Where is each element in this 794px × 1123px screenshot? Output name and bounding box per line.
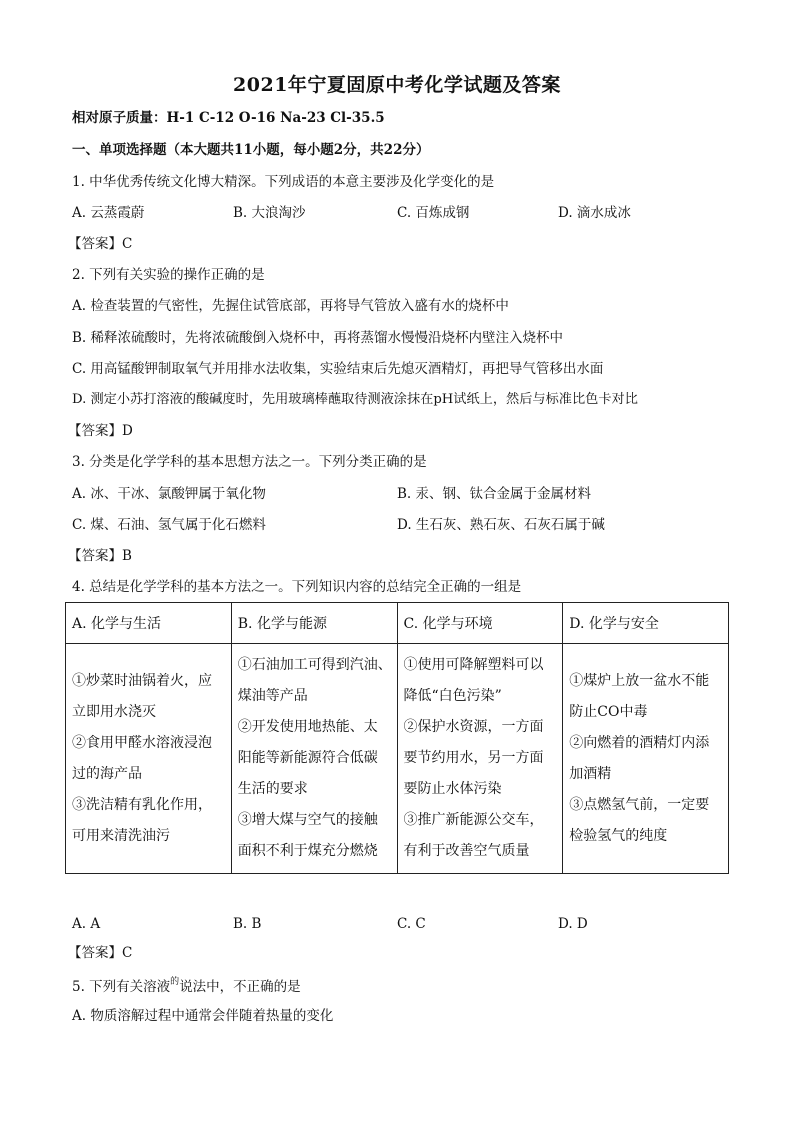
question-4-stem: 4. 总结是化学学科的基本方法之一。下列知识内容的总结完全正确的一组是 xyxy=(72,579,522,595)
q4-cell-b-line: 面积不利于煤充分燃烧 xyxy=(237,843,378,859)
q3-option-a: A. 冰、干冰、氯酸钾属于氧化物 xyxy=(72,486,266,502)
q1-option-d: D. 滴水成冰 xyxy=(558,205,631,221)
q4-option-b: B. B xyxy=(233,916,262,932)
atomic-mass-line: 相对原子质量：H-1 C-12 O-16 Na-23 Cl-35.5 xyxy=(72,110,385,126)
q4-cell-d-line: ③点燃氢气前，一定要 xyxy=(569,797,710,813)
q4-cell-a-line: 过的海产品 xyxy=(72,766,142,782)
q4-header-d: D. 化学与安全 xyxy=(563,603,729,644)
q4-cell-b-line: 生活的要求 xyxy=(237,781,308,797)
q4-header-c: C. 化学与环境 xyxy=(397,603,563,644)
q4-cell-a-line: 立即用水浇灭 xyxy=(72,704,156,720)
q4-cell-b-line: ③增大煤与空气的接触 xyxy=(237,812,378,828)
q4-cell-b-line: 阳能等新能源符合低碳 xyxy=(237,750,378,766)
q5-stem-part2: 说法中，不正确的是 xyxy=(179,979,301,995)
q1-option-a: A. 云蒸霞蔚 xyxy=(72,205,145,221)
q1-answer: 【答案】C xyxy=(68,236,133,252)
q4-cell-a-line: ③洗洁精有乳化作用， xyxy=(72,797,212,813)
q4-cell-b-line: 煤油等产品 xyxy=(237,688,308,704)
q4-cell-d-line: 加酒精 xyxy=(569,766,612,782)
q4-cell-b-line: ①石油加工可得到汽油、 xyxy=(237,657,392,673)
q3-answer: 【答案】B xyxy=(68,548,132,564)
question-1-stem: 1. 中华优秀传统文化博大精深。下列成语的本意主要涉及化学变化的是 xyxy=(72,174,495,190)
q4-cell-c-line: 要防止水体污染 xyxy=(403,781,502,797)
q4-cell-a-line: 可用来清洗油污 xyxy=(72,828,170,844)
q4-header-a: A. 化学与生活 xyxy=(66,603,232,644)
q2-option-a: A. 检查装置的气密性，先握住试管底部，再将导气管放入盛有水的烧杯中 xyxy=(72,298,509,314)
q2-answer: 【答案】D xyxy=(68,423,133,439)
q3-option-c: C. 煤、石油、氢气属于化石燃料 xyxy=(72,517,266,533)
q3-option-d: D. 生石灰、熟石灰、石灰石属于碱 xyxy=(397,517,605,533)
q5-stem-part1: 5. 下列有关溶液 xyxy=(72,979,171,995)
q1-option-c: C. 百炼成钢 xyxy=(397,205,470,221)
q2-option-d: D. 测定小苏打溶液的酸碱度时，先用玻璃棒蘸取待测液涂抹在pH试纸上，然后与标准比色卡对比 xyxy=(72,392,638,407)
q4-cell-c-line: ①使用可降解塑料可以 xyxy=(403,657,544,673)
q4-cell-d-line: ②向燃着的酒精灯内添 xyxy=(569,735,710,751)
q4-option-a: A. A xyxy=(72,916,101,932)
q1-option-b: B. 大浪淘沙 xyxy=(233,205,306,221)
q4-cell-a-line: ①炒菜时油锅着火，应 xyxy=(72,673,212,689)
question-3-stem: 3. 分类是化学学科的基本思想方法之一。下列分类正确的是 xyxy=(72,454,427,470)
q5-stem-superscript: 的 xyxy=(170,977,180,987)
page-title: 2021年宁夏固原中考化学试题及答案 xyxy=(233,74,561,96)
q4-cell-c-line: 有利于改善空气质量 xyxy=(403,843,530,859)
q4-answer: 【答案】C xyxy=(68,945,133,961)
q5-option-a: A. 物质溶解过程中通常会伴随着热量的变化 xyxy=(72,1008,334,1024)
question-2-stem: 2. 下列有关实验的操作正确的是 xyxy=(72,267,265,283)
q4-cell-c xyxy=(397,644,563,874)
q4-table-body-row xyxy=(66,644,729,874)
q2-option-c: C. 用高锰酸钾制取氧气并用排水法收集，实验结束后先熄灭酒精灯，再把导气管移出水面 xyxy=(72,361,604,377)
q4-cell-b xyxy=(231,644,397,874)
q4-cell-c-line: ③推广新能源公交车， xyxy=(403,812,544,828)
q4-cell-d-line: 检验氢气的纯度 xyxy=(569,828,668,844)
section-heading: 一、单项选择题（本大题共11小题，每小题2分，共22分） xyxy=(72,142,430,158)
q4-cell-d xyxy=(563,644,729,874)
q4-option-d: D. D xyxy=(558,916,588,932)
q4-cell-a xyxy=(66,644,232,874)
q3-option-b: B. 汞、钢、钛合金属于金属材料 xyxy=(397,486,592,502)
q2-option-b: B. 稀释浓硫酸时，先将浓硫酸倒入烧杯中，再将蒸馏水慢慢沿烧杯内壁注入烧杯中 xyxy=(72,330,564,346)
q4-table-header-row xyxy=(66,603,729,644)
q4-cell-c-line: ②保护水资源，一方面 xyxy=(403,719,544,735)
q4-cell-c-line: 降低“白色污染” xyxy=(403,688,502,704)
q4-table xyxy=(65,602,729,874)
q4-option-c: C. C xyxy=(397,916,426,932)
q4-cell-d-line: ①煤炉上放一盆水不能 xyxy=(569,673,710,689)
question-5-stem xyxy=(72,977,301,999)
q4-header-b: B. 化学与能源 xyxy=(231,603,397,644)
q4-cell-b-line: ②开发使用地热能、太 xyxy=(237,719,378,735)
q4-cell-d-line: 防止CO中毒 xyxy=(569,704,648,720)
q4-cell-c-line: 要节约用水，另一方面 xyxy=(403,750,544,766)
q4-cell-a-line: ②食用甲醛水溶液浸泡 xyxy=(72,735,212,751)
